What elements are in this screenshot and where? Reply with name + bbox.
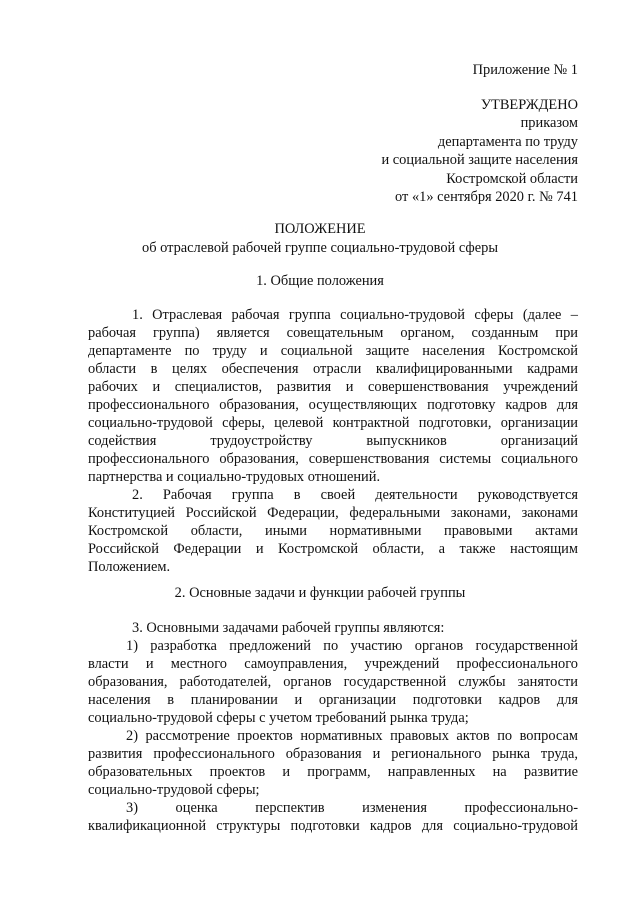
paragraph-1	[88, 306, 578, 486]
paragraph-3	[88, 619, 578, 637]
paragraph-line: профессионального образования, совершенствования системы социального	[88, 451, 578, 467]
paragraph-line: профессионального образования, осуществляющих подготовку кадров для	[88, 397, 578, 413]
paragraph-line: населения в планировании и организации подготовки кадров для	[88, 692, 578, 708]
paragraph-line: рабочих и специалистов, развития и совершенствования учреждений	[88, 379, 578, 395]
paragraph-line: 2. Рабочая группа в своей деятельности руководствуется	[132, 487, 578, 503]
paragraph-line: Конституцией Российской Федерации, федеральными законами, законами	[88, 505, 578, 521]
document-subtitle: об отраслевой рабочей группе социально-трудовой сферы	[142, 240, 498, 256]
appendix-label: Приложение № 1	[472, 62, 578, 78]
paragraph-line: 1) разработка предложений по участию органов государственной	[126, 638, 578, 654]
paragraph-line: власти и местного самоуправления, учреждений профессионального	[88, 656, 578, 672]
department-line-1: департамента по труду	[437, 134, 578, 150]
approved-by-order: приказом	[520, 115, 578, 131]
section-1-heading: 1. Общие положения	[256, 273, 384, 289]
paragraph-line: 1. Отраслевая рабочая группа социально-трудовой сферы (далее –	[132, 307, 578, 323]
paragraph-line: департаменте по труду и социальной защите населения Костромской	[88, 343, 578, 359]
paragraph-line: Костромской области, иными нормативными правовыми актами	[88, 523, 578, 539]
paragraph-line: развития профессионального образования и регионального рынка труда,	[88, 746, 578, 762]
paragraph-line: 3. Основными задачами рабочей группы являются:	[132, 620, 445, 636]
paragraph-line: образования, работодателей, органов государственной службы занятости	[88, 674, 578, 690]
paragraph-line: Положением.	[88, 559, 171, 575]
paragraph-line: содействия трудоустройству выпускников организаций	[88, 433, 578, 449]
department-line-2: и социальной защите населения	[381, 152, 578, 168]
paragraph-line: социально-трудовой сферы;	[88, 782, 260, 798]
document-title: ПОЛОЖЕНИЕ	[274, 221, 366, 237]
task-item-2	[88, 727, 578, 799]
task-item-3	[88, 799, 578, 835]
paragraph-line: образовательных проектов и программ, направленных на развитие	[88, 764, 578, 780]
paragraph-line: Российской Федерации и Костромской области, а также настоящим	[88, 541, 578, 557]
paragraph-line: социально-трудовой сферы с учетом требований рынка труда;	[88, 710, 469, 726]
paragraph-2	[88, 486, 578, 576]
section-2-heading: 2. Основные задачи и функции рабочей группы	[174, 585, 466, 601]
paragraph-line: квалификационной структуры подготовки кадров для социально-трудовой	[88, 818, 578, 834]
paragraph-line: 3) оценка перспектив изменения профессионально-	[126, 800, 578, 816]
paragraph-line: области в целях обеспечения отрасли квалифицированными кадрами	[88, 361, 578, 377]
order-date-line: от «1» сентября 2020 г. № 741	[395, 189, 578, 205]
paragraph-line: партнерства и социально-трудовых отношений.	[88, 469, 381, 485]
approved-stamp: УТВЕРЖДЕНО	[480, 97, 578, 113]
paragraph-line: социально-трудовой сферы, целевой контрактной подготовки, организации	[88, 415, 578, 431]
paragraph-line: 2) рассмотрение проектов нормативных правовых актов по вопросам	[126, 728, 578, 744]
task-item-1	[88, 637, 578, 727]
paragraph-line: рабочая группа) является совещательным органом, созданным при	[88, 325, 578, 341]
region-line: Костромской области	[446, 171, 578, 187]
